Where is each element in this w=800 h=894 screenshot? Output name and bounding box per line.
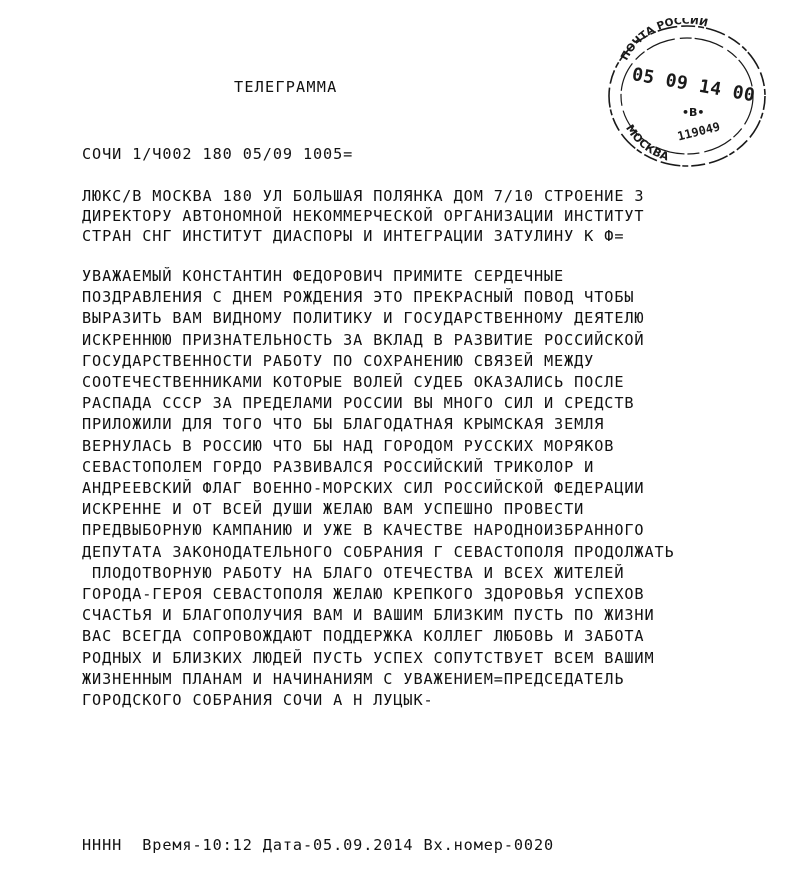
body-line: ПОЗДРАВЛЕНИЯ С ДНЕМ РОЖДЕНИЯ ЭТО ПРЕКРАСНЫЙ ПОВОД ЧТОБЫ	[82, 288, 635, 307]
body-line: ПЛОДОТВОРНУЮ РАБОТУ НА БЛАГО ОТЕЧЕСТВА И ВСЕХ ЖИТЕЛЕЙ	[82, 563, 625, 582]
body-line: ВЕРНУЛАСЬ В РОССИЮ ЧТО БЫ НАД ГОРОДОМ РУССКИХ МОРЯКОВ	[82, 436, 615, 455]
stamp-letter: •В•	[682, 106, 705, 119]
body-line: СООТЕЧЕСТВЕННИКАМИ КОТОРЫЕ ВОЛЕЙ СУДЕБ ОКАЗАЛИСЬ ПОСЛЕ	[82, 373, 625, 392]
stamp-top-text: ПОЧТА РОССИИ	[618, 18, 710, 63]
postal-stamp	[598, 18, 776, 168]
body-line: ГОРОДА-ГЕРОЯ СЕВАСТОПОЛЯ ЖЕЛАЮ КРЕПКОГО ЗДОРОВЬЯ УСПЕХОВ	[82, 585, 645, 604]
body-line: ВАС ВСЕГДА СОПРОВОЖДАЮТ ПОДДЕРЖКА КОЛЛЕГ ЛЮБОВЬ И ЗАБОТА	[82, 627, 645, 646]
telegram-header-line: СОЧИ 1/Ч002 180 05/09 1005=	[82, 145, 354, 163]
body-line: ПРЕДВЫБОРНУЮ КАМПАНИЮ И УЖЕ В КАЧЕСТВЕ НАРОДНОИЗБРАННОГО	[82, 521, 645, 540]
stamp-city-text: МОСКВА	[623, 122, 671, 164]
body-line: СЧАСТЬЯ И БЛАГОПОЛУЧИЯ ВАМ И ВАШИМ БЛИЗКИМ ПУСТЬ ПО ЖИЗНИ	[82, 606, 655, 625]
address-line: СТРАН СНГ ИНСТИТУТ ДИАСПОРЫ И ИНТЕГРАЦИИ ЗАТУЛИНУ К Ф=	[82, 227, 625, 245]
telegram-address	[82, 186, 644, 246]
body-line: РОДНЫХ И БЛИЗКИХ ЛЮДЕЙ ПУСТЬ УСПЕХ СОПУТСТВУЕТ ВСЕМ ВАШИМ	[82, 648, 655, 667]
body-line: ЖИЗНЕННЫМ ПЛАНАМ И НАЧИНАНИЯМ С УВАЖЕНИЕМ=ПРЕДСЕДАТЕЛЬ	[82, 669, 625, 688]
body-line: РАСПАДА СССР ЗА ПРЕДЕЛАМИ РОССИИ ВЫ МНОГО СИЛ И СРЕДСТВ	[82, 394, 635, 413]
body-line: АНДРЕЕВСКИЙ ФЛАГ ВОЕННО-МОРСКИХ СИЛ РОССИЙСКОЙ ФЕДЕРАЦИИ	[82, 479, 645, 498]
body-line: ИСКРЕННЮЮ ПРИЗНАТЕЛЬНОСТЬ ЗА ВКЛАД В РАЗВИТИЕ РОССИЙСКОЙ	[82, 330, 645, 349]
address-line: ЛЮКС/В МОСКВА 180 УЛ БОЛЬШАЯ ПОЛЯНКА ДОМ 7/10 СТРОЕНИЕ 3	[82, 187, 645, 205]
body-line: ВЫРАЗИТЬ ВАМ ВИДНОМУ ПОЛИТИКУ И ГОСУДАРСТВЕННОМУ ДЕЯТЕЛЮ	[82, 309, 645, 328]
body-line: ГОСУДАРСТВЕННОСТИ РАБОТУ ПО СОХРАНЕНИЮ СВЯЗЕЙ МЕЖДУ	[82, 351, 595, 370]
telegram-body	[82, 266, 675, 711]
telegram-title: ТЕЛЕГРАММА	[234, 78, 338, 96]
telegram-footer: НННН Время-10:12 Дата-05.09.2014 Вх.номер-0020	[82, 836, 555, 854]
body-line: ГОРОДСКОГО СОБРАНИЯ СОЧИ А Н ЛУЦЫК-	[82, 691, 434, 710]
body-line: ПРИЛОЖИЛИ ДЛЯ ТОГО ЧТО БЫ БЛАГОДАТНАЯ КРЫМСКАЯ ЗЕМЛЯ	[82, 415, 605, 434]
stamp-index: 119049	[676, 119, 722, 144]
body-line: СЕВАСТОПОЛЕМ ГОРДО РАЗВИВАЛСЯ РОССИЙСКИЙ ТРИКОЛОР И	[82, 457, 595, 476]
address-line: ДИРЕКТОРУ АВТОНОМНОЙ НЕКОММЕРЧЕСКОЙ ОРГАНИЗАЦИИ ИНСТИТУТ	[82, 207, 645, 225]
body-line: ДЕПУТАТА ЗАКОНОДАТЕЛЬНОГО СОБРАНИЯ Г СЕВАСТОПОЛЯ ПРОДОЛЖАТЬ	[82, 542, 675, 561]
stamp-date: 05 09 14 00	[630, 64, 757, 107]
body-line: УВАЖАЕМЫЙ КОНСТАНТИН ФЕДОРОВИЧ ПРИМИТЕ СЕРДЕЧНЫЕ	[82, 267, 565, 285]
body-line: ИСКРЕННЕ И ОТ ВСЕЙ ДУШИ ЖЕЛАЮ ВАМ УСПЕШНО ПРОВЕСТИ	[82, 500, 585, 519]
